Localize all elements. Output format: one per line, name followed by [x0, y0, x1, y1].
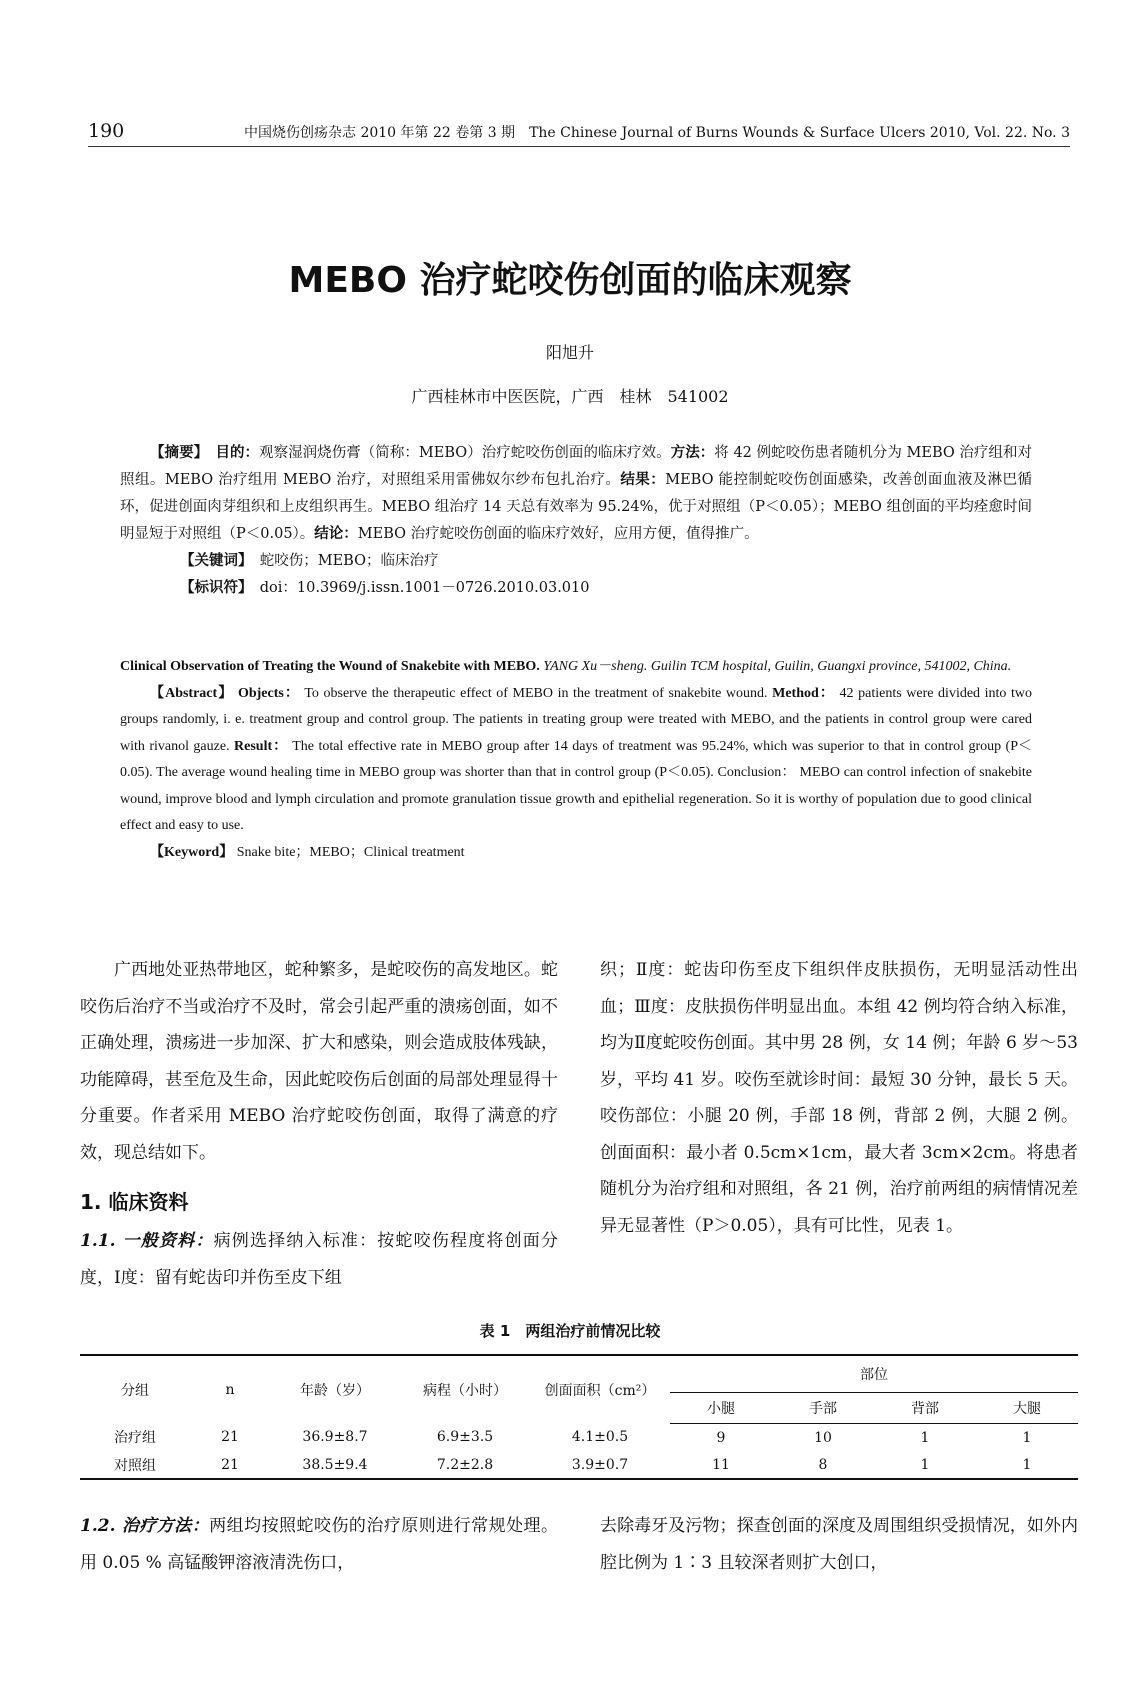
conclusion-en-text: MEBO can control infection of snakebite wound, improve blood and lymph circulation and promote granulation tissue growth and epithelial regeneration. So it is worthy of population due to good clinical effect and easy to use. — [120, 765, 1033, 833]
running-header — [88, 120, 1070, 144]
method-label: 方法： — [670, 445, 715, 461]
body-column-left-top — [80, 952, 558, 1296]
body-column-left-bottom — [80, 1508, 558, 1581]
th-n: n — [190, 1355, 270, 1424]
th-area: 创面面积（cm²） — [530, 1355, 670, 1424]
article-affiliation: 广西桂林市中医医院，广西 桂林 541002 — [411, 387, 729, 406]
abstract-en-title: Clinical Observation of Treating the Wound of Snakebite with MEBO. — [120, 659, 540, 674]
abstract-en — [120, 654, 1032, 866]
keywords-cn-label: 【关键词】 — [180, 553, 246, 569]
table-cell: 11 — [670, 1451, 772, 1479]
table-1 — [80, 1354, 1078, 1480]
method-text: 将 42 例蛇咬伤患者随机分为 MEBO 治疗组和对照组。MEBO 治疗组用 MEBO 治疗，对照组采用雷佛奴尔纱布包扎治疗。 — [120, 445, 1033, 488]
table-cell: 21 — [221, 1429, 239, 1446]
th-site-back: 背部 — [874, 1393, 976, 1424]
subsection-1-2-start — [80, 1508, 558, 1581]
subsection-1-1-text-b: 织；Ⅱ度：蛇齿印伤至皮下组织伴皮肤损伤，无明显活动性出血；Ⅲ度：皮肤损伤伴明显出血。本组 42 例均符合纳入标准，均为Ⅱ度蛇咬伤创面。其中男 28 例，女 14 例；年龄 6 岁～53 岁，平均 41 岁。咬伤至就诊时间：最短 30 分钟，最长 5 天。咬伤部位：小腿 20 例，手部 18 例，背部 2 例，大腿 2 例。创面面积：最小者 0.5cm×1cm，最大者 3cm×2cm。将患者随机分为治疗组和对照组，各 21 例，治疗前两组的病情情况差异无显著性（P＞0.05），具有可比性，见表 1。 — [600, 960, 1078, 1236]
table-cell: 36.9±8.7 — [302, 1429, 368, 1446]
table-cell: 6.9±3.5 — [436, 1429, 494, 1446]
th-age: 年龄（岁） — [270, 1355, 400, 1424]
th-duration: 病程（小时） — [400, 1355, 530, 1424]
table-cell: 1 — [976, 1451, 1078, 1479]
th-site-group: 部位 — [670, 1355, 1078, 1393]
conclusion-label: 结论： — [314, 526, 358, 542]
doi-text: doi：10.3969/j.issn.1001－0726.2010.03.010 — [259, 580, 590, 596]
subsection-1-1-label: 1.1. 一般资料： — [80, 1231, 214, 1251]
table-cell: 7.2±2.8 — [400, 1451, 530, 1479]
subsection-1-1-text-a: 病例选择纳入标准：按蛇咬伤程度将创面分度，Ⅰ度：留有蛇齿印并伤至皮下组 — [80, 1231, 558, 1288]
objective-text: 观察湿润烧伤膏（简称：MEBO）治疗蛇咬伤创面的临床疗效。 — [259, 445, 671, 461]
body-column-right-bottom — [600, 1508, 1078, 1581]
abstract-cn-label: 【摘要】 — [150, 445, 201, 461]
table-cell: 38.5±9.4 — [270, 1451, 400, 1479]
table-cell: 1 — [920, 1429, 930, 1446]
table-cell: 1 — [874, 1451, 976, 1479]
result-label: 结果： — [620, 472, 666, 488]
journal-name-en: The Chinese Journal of Burns Wounds & Surface Ulcers 2010, Vol. 22. No. 3 — [529, 125, 1070, 141]
table-cell: 治疗组 — [114, 1430, 156, 1447]
identifier-label: 【标识符】 — [180, 580, 246, 596]
subsection-1-2-text-a: 两组均按照蛇咬伤的治疗原则进行常规处理。用 0.05 % 高锰酸钾溶液清洗伤口， — [80, 1516, 559, 1573]
journal-citation — [244, 122, 1070, 142]
abstract-cn-body — [120, 440, 1032, 548]
conclusion-en-label: Conclusion： — [717, 765, 796, 780]
keywords-en — [120, 840, 1032, 867]
result-text: MEBO 能控制蛇咬伤创面感染，改善创面血液及淋巴循环，促进创面肉芽组织和上皮组织再生。MEBO 组治疗 14 天总有效率为 95.24%，优于对照组（P＜0.05）；MEBO 组创面的平均痊愈时间明显短于对照组（P＜0.05）。 — [120, 472, 1033, 542]
header-rule — [88, 146, 1070, 147]
th-group: 分组 — [80, 1355, 190, 1424]
method-en-label: Method： — [772, 685, 835, 701]
conclusion-text: MEBO 治疗蛇咬伤创面的临床疗效好，应用方便，值得推广。 — [357, 526, 759, 542]
table-cell: 4.1±0.5 — [571, 1429, 629, 1446]
keywords-en-label: 【Keyword】 — [150, 844, 234, 860]
journal-name-cn: 中国烧伤创疡杂志 2010 年第 22 卷第 3 期 — [244, 125, 516, 141]
method-en-text: 42 patients were divided into two groups randomly, i. e. treatment group and control group. The patients in treating group were treated with MEBO, and the patients in control group were cared with rivanol gauze. — [120, 685, 1032, 754]
keywords-cn — [120, 548, 1032, 575]
table-cell: 对照组 — [80, 1451, 190, 1479]
article-author: 阳旭升 — [545, 343, 594, 362]
section-1-heading: 1. 临床资料 — [80, 1190, 189, 1214]
objects-label: Objects： — [237, 685, 301, 701]
identifier-cn — [120, 575, 1032, 602]
th-site-calf: 小腿 — [670, 1393, 772, 1424]
table-cell: 9 — [716, 1429, 726, 1446]
th-site-hand: 手部 — [772, 1393, 874, 1424]
subsection-1-1-start — [80, 1223, 558, 1296]
result-en-text: The total effective rate in MEBO group after 14 days of treatment was 95.24%, which was superior to that in control group (P＜0.05). The average wound healing time in MEBO group was shorter than that in control group (P＜0.05). — [120, 738, 1033, 780]
abstract-en-body — [120, 681, 1032, 840]
result-en-label: Result： — [234, 738, 289, 754]
table-cell: 10 — [814, 1429, 832, 1446]
th-site-thigh: 大腿 — [976, 1393, 1078, 1424]
abstract-cn — [120, 440, 1032, 602]
page-number: 190 — [88, 120, 125, 142]
body-column-right-top — [600, 952, 1078, 1244]
subsection-1-2-text-b: 去除毒牙及污物；探查创面的深度及周围组织受损情况，如外内腔比例为 1∶3 且较深者则扩大创口， — [600, 1516, 1078, 1573]
objects-text: To observe the therapeutic effect of MEBO in the treatment of snakebite wound. — [304, 685, 768, 701]
subsection-1-2-label: 1.2. 治疗方法： — [80, 1516, 210, 1536]
table-cell: 3.9±0.7 — [530, 1451, 670, 1479]
keywords-cn-text: 蛇咬伤；MEBO；临床治疗 — [259, 553, 439, 569]
abstract-en-label: 【Abstract】 — [150, 685, 234, 701]
intro-paragraph: 广西地处亚热带地区，蛇种繁多，是蛇咬伤的高发地区。蛇咬伤后治疗不当或治疗不及时，常会引起严重的溃疡创面，如不正确处理，溃疡进一步加深、扩大和感染，则会造成肢体残缺，功能障碍，甚至危及生命，因此蛇咬伤后创面的局部处理显得十分重要。作者采用 MEBO 治疗蛇咬伤创面，取得了满意的疗效，现总结如下。 — [80, 960, 558, 1163]
keywords-en-text: Snake bite；MEBO；Clinical treatment — [236, 844, 465, 860]
table-1-caption: 表 1 两组治疗前情况比较 — [479, 1322, 661, 1340]
abstract-en-heading — [120, 654, 1032, 681]
article-title: MEBO 治疗蛇咬伤创面的临床观察 — [288, 260, 852, 301]
table-row — [80, 1424, 1078, 1452]
table-cell: 21 — [190, 1451, 270, 1479]
table-cell: 1 — [1022, 1429, 1032, 1446]
objective-label: 目的： — [215, 445, 260, 461]
table-cell: 8 — [772, 1451, 874, 1479]
abstract-en-author: YANG Xu－sheng. Guilin TCM hospital, Guilin, Guangxi province, 541002, China. — [543, 659, 1012, 674]
table-row — [80, 1451, 1078, 1479]
